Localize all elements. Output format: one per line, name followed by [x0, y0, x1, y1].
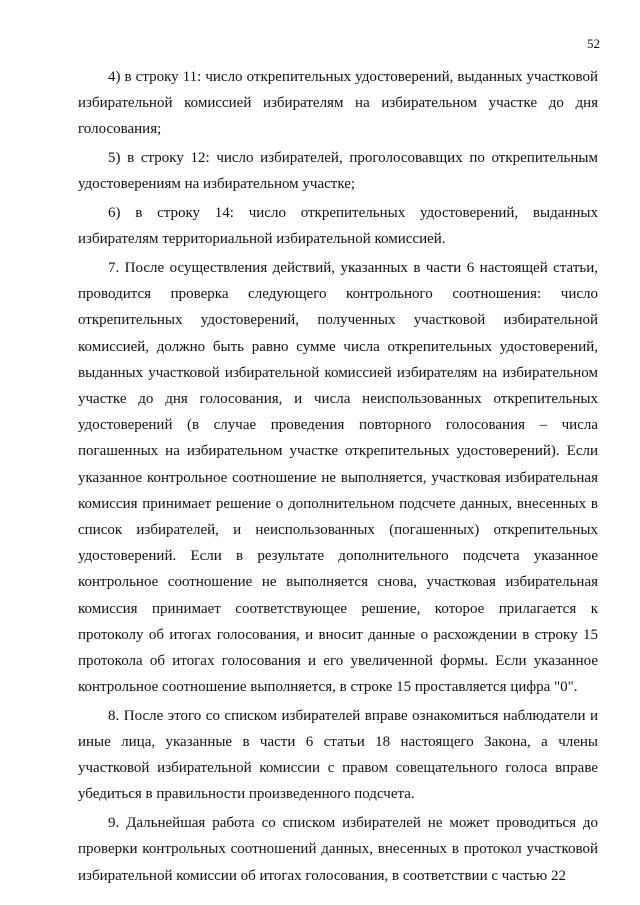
paragraph-section-8: 8. После этого со списком избирателей вправе ознакомиться наблюдатели и иные лица, указанные в части 6 статьи 18 настоящего Закона, а члены участковой избирательной комиссии с правом совещательного голоса вправе убедиться в правильности произведенного подсчета. [78, 707, 598, 803]
document-body [78, 64, 598, 891]
paragraph-item-6: 6) в строку 14: число открепительных удостоверений, выданных избирателям территориальной избирательной комиссией. [78, 205, 598, 248]
paragraph-item-5: 5) в строку 12: число избирателей, проголосовавщих по открепительным удостоверениям на избирательном участке; [78, 150, 598, 193]
page-number: 52 [587, 36, 600, 51]
paragraph-item-4: 4) в строку 11: число открепительных удостоверений, выданных участковой избирательной комиссией избирателям на избирательном участке до дня голосования; [78, 69, 598, 138]
paragraph-section-7: 7. После осуществления действий, указанных в части 6 настоящей статьи, проводится проверка следующего контрольного соотношения: число открепительных удостоверений, полученных участковой избирательной комиссией, должно быть равно сумме числа открепительных удостоверений, выданных участковой избирательной комиссией избирателям на избирательном участке до дня голосования, и числа неиспользованных открепительных удостоверений (в случае проведения повторного голосования – числа погашенных на избирательном участке открепительных удостоверений). Если указанное контрольное соотношение не выполняется, участковая избирательная комиссия принимает решение о дополнительном подсчете данных, внесенных в список избирателей, и неиспользованных (погашенных) открепительных удостоверений. Если в результате дополнительного подсчета указанное контрольное соотношение не выполняется снова, участковая избирательная комиссия принимает соответствующее решение, которое прилагается к протоколу об итогах голосования, и вносит данные о расхождении в строку 15 протокола об итогах голосования и его увеличенной формы. Если указанное контрольное соотношение выполняется, в строке 15 проставляется цифра "0". [78, 259, 598, 696]
paragraph-section-9: 9. Дальнейшая работа со списком избирателей не может проводиться до проверки контрольных соотношений данных, внесенных в протокол участковой избирательной комиссии об итогах голосования, в соответствии с частью 22 [78, 815, 598, 884]
